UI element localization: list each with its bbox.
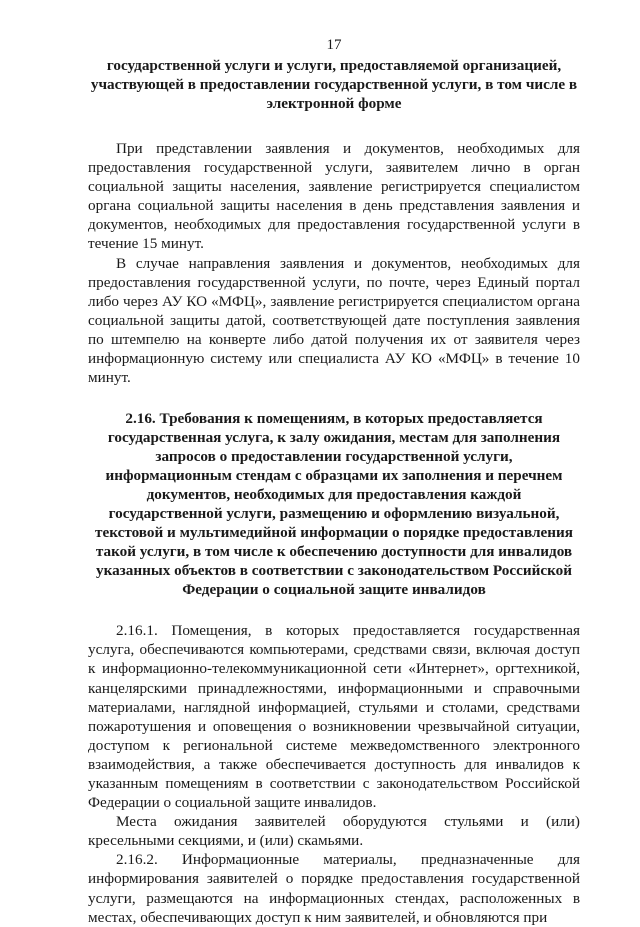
- section-title-2-16: 2.16. Требования к помещениям, в которых предоставляется государственная услуга, к залу ожидания, местам для заполнения запросов о предоставлении государственной услуги, информационным стендам с образцами их заполнения и перечнем документов, необходимых для предоставления каждой государственной услуги, размещению и оформлению визуальной, текстовой и мультимедийной информации о порядке предоставления такой услуги, в том числе к обеспечению доступности для инвалидов указанных объектов в соответствии с законодательством Российской Федерации о социальной защите инвалидов: [95, 410, 573, 599]
- spacer: [88, 599, 580, 621]
- top-heading: государственной услуги и услуги, предоставляемой организацией, участвующей в предоставлении государственной услуги, в том числе в электронной форме: [90, 57, 578, 112]
- paragraph-postal-submission: В случае направления заявления и документов, необходимых для предоставления государственной услуги, по почте, через Единый портал либо через АУ КО «МФЦ», заявление регистрируется специалистом органа социальной защиты датой, соответствующей дате поступления заявления по штемпелю на конверте либо датой получения их от заявителя через информационную систему или специалиста АУ КО «МФЦ» в течение 10 минут.: [88, 254, 580, 387]
- document-page: [88, 36, 580, 927]
- spacer: [88, 387, 580, 409]
- paragraph-personal-submission: При представлении заявления и документов, необходимых для предоставления государственной услуги, заявителем лично в орган социальной защиты населения, заявление регистрируется специалистом органа социальной защиты населения в день представления заявления и документов, необходимых для предоставления государственной услуги в течение 15 минут.: [88, 140, 580, 253]
- paragraph-2-16-1: 2.16.1. Помещения, в которых предоставляется государственная услуга, обеспечиваются компьютерами, средствами связи, включая доступ к информационно-телекоммуникационной сети «Интернет», оргтехникой, канцелярскими принадлежностями, информационными и справочными материалами, наглядной информацией, стульями и столами, средствами пожаротушения и оповещения о возникновении чрезвычайной ситуации, доступом к региональной системе межведомственного электронного взаимодействия, а также обеспечивается доступность для инвалидов к указанным помещениям в соответствии с законодательством Российской Федерации о социальной защите инвалидов.: [88, 622, 580, 812]
- page-number: 17: [326, 37, 342, 53]
- paragraph-2-16-2: 2.16.2. Информационные материалы, предназначенные для информирования заявителей о порядке предоставления государственной услуги, размещаются на информационных стендах, расположенных в местах, обеспечивающих доступ к ним заявителей, и обновляются при: [88, 851, 580, 926]
- paragraph-waiting-places: Места ожидания заявителей оборудуются стульями и (или) кресельными секциями, и (или) скамьями.: [88, 813, 580, 850]
